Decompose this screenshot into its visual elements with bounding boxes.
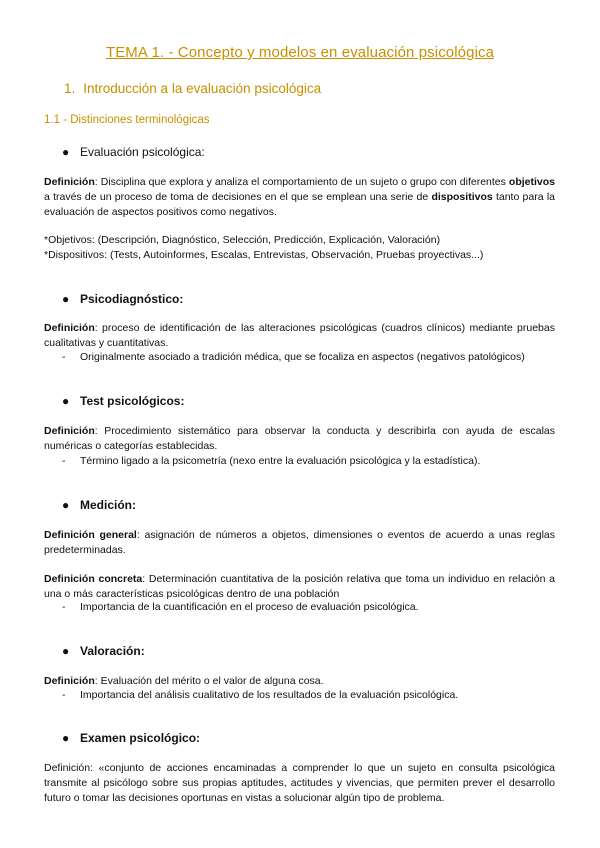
dash-icon: -	[62, 601, 66, 613]
definition-text: : Evaluación del mérito o el valor de alguna cosa.	[94, 675, 324, 687]
bullet-heading: Test psicológicos:	[80, 394, 185, 408]
bullet-dot-icon: ●	[62, 731, 70, 745]
bullet-examen	[62, 731, 200, 745]
bullet-dot-icon: ●	[62, 145, 70, 159]
bullet-heading: Medición:	[80, 498, 136, 512]
definition-label: Definición	[44, 322, 95, 334]
bullet-dot-icon: ●	[62, 498, 70, 512]
section-number: 1.	[64, 81, 76, 96]
definition-text: a través de un proceso de toma de decisiones en el que se emplean una serie de	[44, 191, 432, 203]
bullet-heading: Examen psicológico:	[80, 731, 201, 745]
bullet-test	[62, 394, 184, 408]
bullet-heading: Psicodiagnóstico:	[80, 292, 184, 306]
note-text: Importancia del análisis cualitativo de los resultados de la evaluación psicológica.	[80, 689, 459, 701]
note-item	[62, 455, 480, 467]
definition-label: Definición	[44, 425, 95, 437]
definition-text: : Determinación cuantitativa de la posición relativa que toma un individuo en relación a una o más características psicológicas dentro de una población	[44, 573, 555, 600]
definition-paragraph	[44, 321, 555, 351]
note-item	[62, 689, 458, 701]
bullet-heading: Valoración:	[80, 644, 145, 658]
definition-text: : Procedimiento sistemático para observar la conducta y describirla con ayuda de escalas numéricas o categorías establecidas.	[44, 425, 555, 452]
page-title: TEMA 1. - Concepto y modelos en evaluación psicológica	[105, 44, 495, 61]
definition-text: : Disciplina que explora y analiza el comportamiento de un sujeto o grupo con diferentes	[94, 176, 509, 188]
definition-paragraph	[44, 424, 555, 454]
definition-text: : asignación de números a objetos, dimensiones o eventos de acuerdo a unas reglas predeterminadas.	[44, 529, 555, 556]
definition-text: tanto para la evaluación de aspectos positivos como negativos.	[44, 191, 555, 218]
bullet-dot-icon: ●	[62, 644, 70, 658]
bullet-dot-icon: ●	[62, 292, 70, 306]
bullet-medicion	[62, 498, 136, 512]
definition-label: Definición	[44, 176, 95, 188]
note-item	[62, 601, 419, 613]
definition-paragraph	[44, 175, 555, 220]
note-text: Originalmente asociado a tradición médica, que se focaliza en aspectos (negativos patológicos)	[80, 351, 525, 363]
bullet-heading: Evaluación psicológica:	[80, 145, 205, 159]
dash-icon: -	[62, 455, 66, 467]
definition-paragraph: Definición: «conjunto de acciones encaminadas a comprender lo que un sujeto en consulta psicológica transmite al psicólogo sobre sus propias aptitudes, actitudes y vivencias, que permiten prever el desarrollo futuro o tomar las decisiones oportunas en vistas a solucionar algún tipo de problema.	[44, 762, 555, 804]
bullet-evaluacion	[62, 145, 205, 159]
dispositivos-line: *Dispositivos: (Tests, Autoinformes, Escalas, Entrevistas, Observación, Pruebas proyectivas...)	[44, 249, 484, 261]
section-label: Introducción a la evaluación psicológica	[83, 81, 322, 96]
section-heading	[64, 81, 321, 96]
definition-label: Definición general	[44, 529, 137, 541]
definition-paragraph	[44, 674, 555, 689]
dash-icon: -	[62, 351, 66, 363]
dash-icon: -	[62, 689, 66, 701]
keyword-dispositivos: dispositivos	[431, 191, 493, 203]
definition-label: Definición	[44, 675, 95, 687]
definition-concreta-paragraph	[44, 572, 555, 602]
note-text: Importancia de la cuantificación en el proceso de evaluación psicológica.	[80, 601, 419, 613]
objetivos-line: *Objetivos: (Descripción, Diagnóstico, Selección, Predicción, Explicación, Valoración)	[44, 234, 441, 246]
note-text: Término ligado a la psicometría (nexo entre la evaluación psicológica y la estadística).	[80, 455, 481, 467]
bullet-psicodiagnostico	[62, 292, 183, 306]
keyword-objetivos: objetivos	[508, 176, 555, 188]
bullet-valoracion	[62, 644, 145, 658]
note-item	[62, 351, 525, 363]
definition-text: : proceso de identificación de las alteraciones psicológicas (cuadros clínicos) mediante pruebas cualitativas y cuantitativas.	[44, 322, 555, 349]
bullet-dot-icon: ●	[62, 394, 70, 408]
subsection-heading: 1.1 - Distinciones terminológicas	[44, 114, 210, 126]
definition-label: Definición concreta	[44, 573, 143, 585]
definition-general-paragraph	[44, 528, 555, 558]
